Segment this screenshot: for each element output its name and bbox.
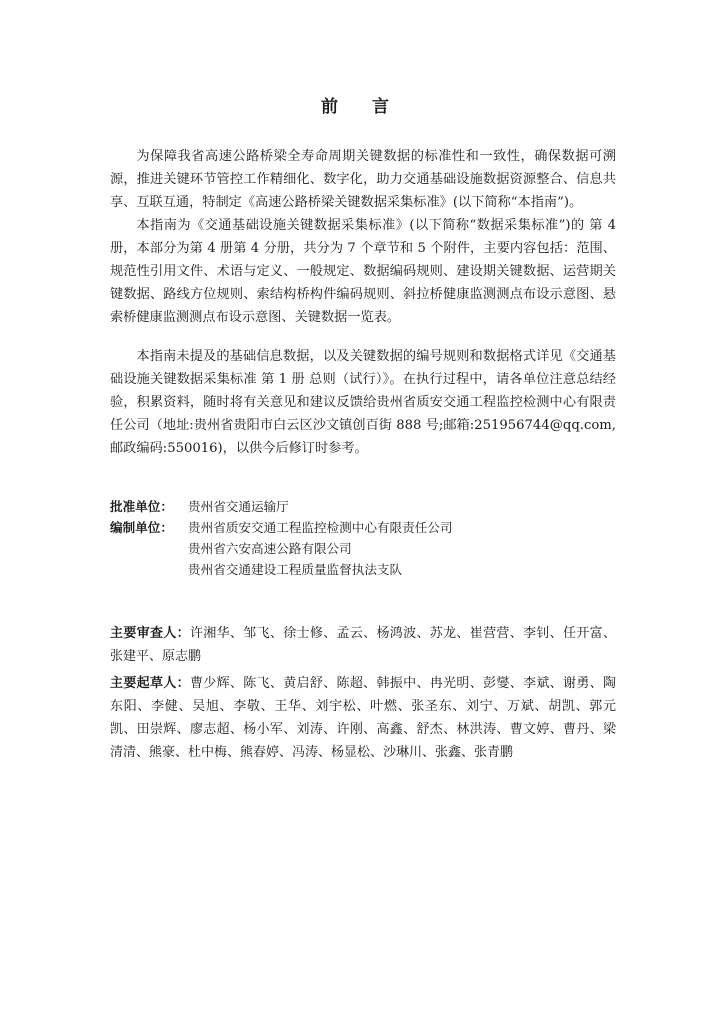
approval-unit: 贵州省交通运输厅: [188, 499, 289, 514]
reviewers-list: 许湘华、邹飞、徐士修、孟云、杨鸿波、苏龙、崔营营、李钊、任开富、张建平、原志鹏: [110, 626, 616, 664]
approval-row: [110, 496, 452, 517]
preface-paragraph-3: 本指南未提及的基础信息数据，以及关键数据的编号规则和数据格式详见《交通基础设施关键数据采集标准 第 1 册 总则（试行）》。在执行过程中，请各单位注意总结经验，积累资料，随时将有关意见和建议反馈给贵州省质安交通工程监控检测中心有限责任公司（地址:贵州省贵阳市白云区沙文镇创百街 888 号;邮箱:251956744@qq.com,邮政编码:550016)，以供今后修订时参考。: [110, 349, 616, 456]
drafters-label: 主要起草人：: [110, 676, 190, 691]
drafters-list: 曹少辉、陈飞、黄启舒、陈超、韩振中、冉光明、彭燮、李斌、谢勇、陶东阳、李健、吴旭、李敬、王华、刘宇松、叶燃、张圣东、刘宁、万斌、胡凯、郭元凯、田崇辉、廖志超、杨小军、刘涛、许刚、高鑫、舒杰、林洪涛、曹文婷、曹丹、梁清清、熊豪、杜中梅、熊春婷、冯涛、杨显松、沙琳川、张鑫、张青鹏: [110, 676, 616, 760]
page-title: 前 言: [321, 97, 403, 117]
compile-label: 编制单位：: [110, 520, 173, 535]
compile-row: [110, 517, 452, 580]
compile-unit: 贵州省交通建设工程质量监督执法支队: [188, 562, 403, 577]
compile-unit: 贵州省质安交通工程监控检测中心有限责任公司: [188, 520, 453, 535]
preface-paragraph-1: 为保障我省高速公路桥梁全寿命周期关键数据的标准性和一致性，确保数据可溯源，推进关键环节管控工作精细化、数字化，助力交通基础设施数据资源整合、信息共享、互联互通，特制定《高速公路桥梁关键数据采集标准》(以下简称“本指南”)。: [110, 149, 616, 210]
drafters-block: [110, 672, 616, 764]
reviewers-label: 主要审查人：: [110, 626, 190, 641]
reviewers-block: [110, 622, 616, 668]
compile-units: [188, 517, 452, 580]
approval-label: 批准单位：: [110, 499, 173, 514]
preface-paragraph-2: 本指南为《交通基础设施关键数据采集标准》(以下简称“数据采集标准”)的 第 4 册，本部分为第 4 册第 4 分册，共分为 7 个章节和 5 个附件，主要内容包括：范围、规范性引用文件、术语与定义、一般规定、数据编码规则、建设期关键数据、运营期关键数据、路线方位规则、索结构桥构件编码规则、斜拉桥健康监测测点布设示意图、悬索桥健康监测测点布设示意图、关键数据一览表。: [110, 218, 616, 325]
organization-block: [110, 496, 452, 580]
compile-unit: 贵州省六安高速公路有限公司: [188, 541, 352, 556]
